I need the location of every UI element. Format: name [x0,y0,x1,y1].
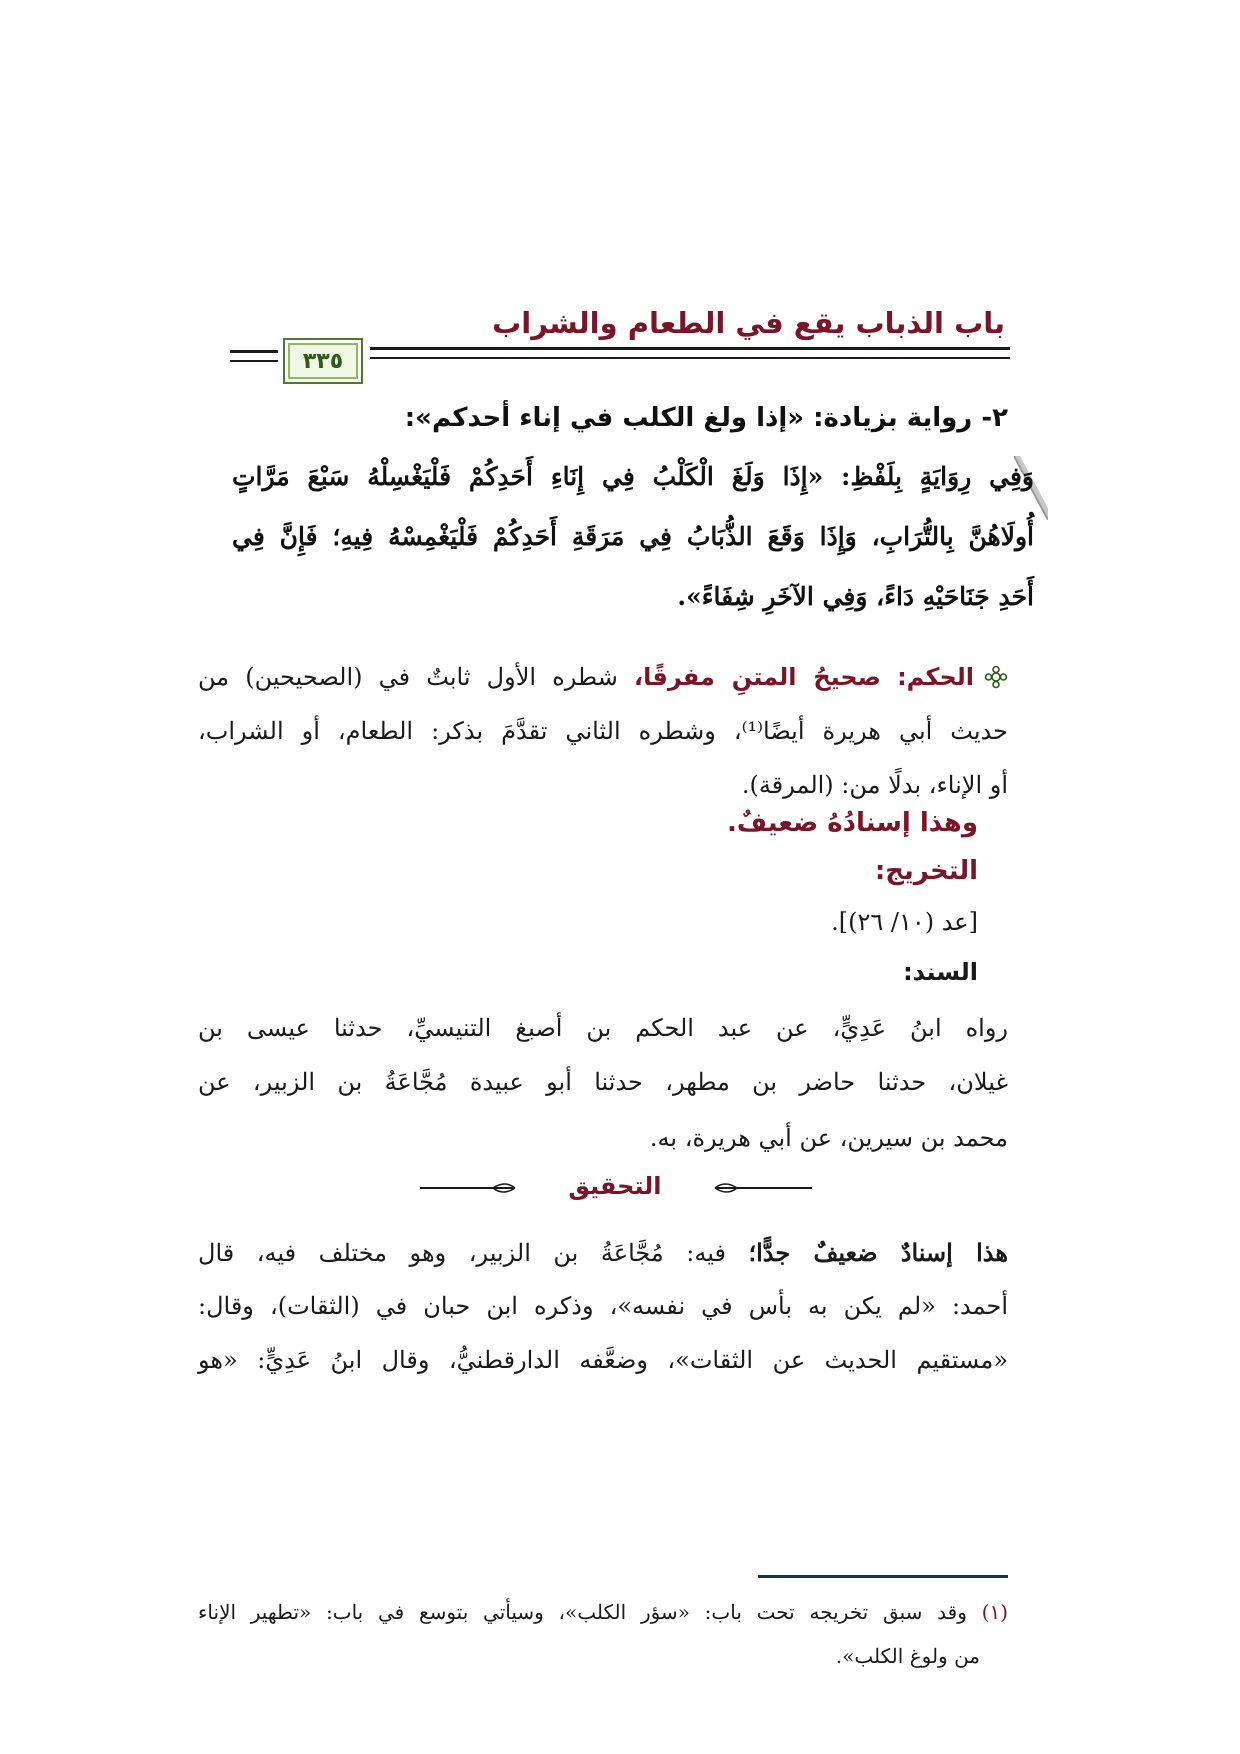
tahqiq-line: أحمد: «لم يكن به بأس في نفسه»، وذكره ابن حبان في (الثقات)، وقال: [198,1292,1008,1320]
ruling-text: شطره الأول ثابتٌ في (الصحيحين) من [198,663,618,691]
header-rule-top-left [230,350,278,353]
flower-ornament-icon [984,665,1008,689]
sanad-line: غيلان، حدثنا حاضر بن مطهر، حدثنا أبو عبيدة مُجَّاعَةُ بن الزبير، عن [198,1068,1008,1096]
hadith-line: أَحَدِ جَنَاحَيْهِ دَاءً، وَفِي الآخَرِ شِفَاءً». [677,582,1034,611]
sanad-label: السند: [903,958,978,986]
footnote-text: وقد سبق تخريجه تحت باب: «سؤر الكلب»، وسيأتي بتوسع في باب: «تطهير الإناء [198,1600,967,1624]
sanad-line: محمد بن سيرين، عن أبي هريرة، به. [649,1124,1008,1152]
hadith-line: أُولَاهُنَّ بِالتُّرَابِ، وَإِذَا وَقَعَ الذُّبَابُ فِي مَرَقَةِ أَحَدِكُمْ فَلْيَغْمِسْهُ فِيهِ؛ فَإِنَّ فِي [232,522,1034,551]
ruling-verdict: صحيحُ المتنِ مفرقًا، [633,663,881,691]
takhrij-label: التخريج: [874,856,978,886]
tahqiq-text: فيه: مُجَّاعَةُ بن الزبير، وهو مختلف فيه، قال [198,1239,726,1267]
footnote-line [198,1600,1008,1624]
header-rule-bottom-left [230,360,278,362]
tahqiq-title: التحقيق [568,1172,662,1200]
chapter-title: باب الذباب يقع في الطعام والشراب [492,306,1005,340]
footnote-number: (١) [981,1600,1009,1624]
header-rule-top-right [370,347,1010,350]
hadith-block [232,462,1034,638]
isnad-weak-statement: وهذا إسنادُهُ ضعيفٌ. [726,808,978,838]
sanad-line: رواه ابنُ عَدِيٍّ، عن عبد الحكم بن أصبغ التنيسيِّ، حدثنا عيسى بن [198,1014,1008,1042]
ruling-line: أو الإناء، بدلًا من: (المرقة). [741,771,1008,799]
footnote-line: من ولوغ الكلب». [835,1644,980,1668]
section-heading: ٢- رواية بزيادة: «إذا ولغ الكلب في إناء أحدكم»: [404,403,1008,433]
takhrij-reference: [عد (١٠/ ٢٦)]. [831,908,978,936]
page-number-badge: ٣٣٥ [283,338,363,384]
tahqiq-line [198,1238,1008,1267]
ruling-line [198,663,1008,691]
ruling-label: الحكم: [897,663,974,691]
footnote-rule [758,1575,1008,1578]
tahqiq-line: «مستقيم الحديث عن الثقات»، وضعَّفه الدارقطنيُّ، وقال ابنُ عَدِيٍّ: «هو [198,1346,1008,1374]
hadith-line: وَفِي رِوَايَةٍ بِلَفْظِ: «إِذَا وَلَغَ الْكَلْبُ فِي إِنَاءِ أَحَدِكُمْ فَلْيَغْسِلْهُ سَبْعَ مَرَّاتٍ [232,462,1034,491]
header-rule-bottom-right [370,357,1010,359]
ruling-line: حديث أبي هريرة أيضًا⁽¹⁾، وشطره الثاني تقدَّمَ بذكر: الطعام، أو الشراب، [198,717,1008,745]
tahqiq-lead: هذا إسنادٌ ضعيفٌ جدًّا؛ [748,1238,1009,1267]
